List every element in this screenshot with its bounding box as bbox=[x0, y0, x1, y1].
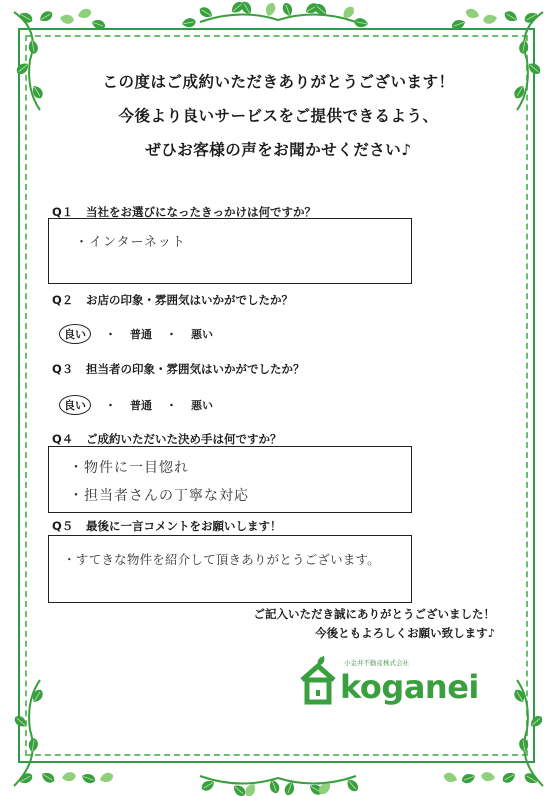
question-5-number: Q５ bbox=[52, 519, 74, 533]
question-2-option-good[interactable]: 良い bbox=[59, 324, 91, 344]
question-5-text: 最後に一言コメントをお願いします！ bbox=[86, 519, 282, 533]
question-2-option-average[interactable]: 普通 bbox=[130, 328, 152, 341]
closing-line-1: ご記入いただき誠にありがとうございました！ bbox=[253, 607, 495, 621]
question-1-answer: ・インターネット bbox=[75, 235, 186, 250]
question-4-number: Q４ bbox=[52, 432, 74, 446]
question-5-answer: ・すてきな物件を紹介して頂きありがとうございます。 bbox=[63, 552, 380, 567]
bottom-vine-icon bbox=[200, 776, 361, 796]
question-3-text: 担当者の印象・雰囲気はいかがでしたか？ bbox=[86, 362, 305, 376]
question-4 bbox=[52, 431, 282, 447]
question-4-answer-box bbox=[48, 446, 412, 513]
question-1-number: Q１ bbox=[52, 205, 74, 219]
question-4-answer-2: ・担当者さんの丁寧な対応 bbox=[69, 488, 249, 504]
headline-line-1: この度はご成約いただきありがとうございます！ bbox=[102, 73, 455, 91]
question-2-choices: 良い ・ 普通 ・ 悪い bbox=[64, 324, 213, 344]
question-3-number: Q３ bbox=[52, 362, 74, 376]
question-2-number: Q２ bbox=[52, 293, 74, 307]
headline-line-3: ぜひお客様の声をお聞かせください♪ bbox=[145, 141, 412, 159]
question-2-option-bad[interactable]: 悪い bbox=[191, 328, 213, 341]
house-leaf-icon bbox=[296, 656, 342, 706]
question-3-option-bad[interactable]: 悪い bbox=[191, 399, 213, 412]
question-3 bbox=[52, 361, 305, 377]
question-3-choices: 良い ・ 普通 ・ 悪い bbox=[64, 395, 213, 415]
logo-company-name: 小金井不動産株式会社 bbox=[344, 659, 409, 667]
question-4-text: ご成約いただいた決め手は何ですか？ bbox=[86, 432, 282, 446]
question-3-option-average[interactable]: 普通 bbox=[130, 399, 152, 412]
question-2 bbox=[52, 292, 293, 308]
question-1-answer-box bbox=[48, 218, 412, 284]
closing-line-2: 今後ともよろしくお願い致します♪ bbox=[315, 626, 495, 640]
question-5-answer-box bbox=[48, 535, 412, 603]
logo-wordmark: koganei bbox=[340, 668, 479, 706]
question-1-text: 当社をお選びになったきっかけは何ですか？ bbox=[86, 205, 316, 219]
question-2-text: お店の印象・雰囲気はいかがでしたか？ bbox=[86, 293, 293, 307]
headline-line-2: 今後より良いサービスをご提供できるよう、 bbox=[118, 107, 439, 125]
question-3-option-good[interactable]: 良い bbox=[59, 395, 91, 415]
koganei-logo bbox=[296, 656, 479, 706]
question-4-answer-1: ・物件に一目惚れ bbox=[69, 460, 189, 476]
top-vine-icon bbox=[181, 0, 369, 28]
question-5 bbox=[52, 518, 282, 534]
